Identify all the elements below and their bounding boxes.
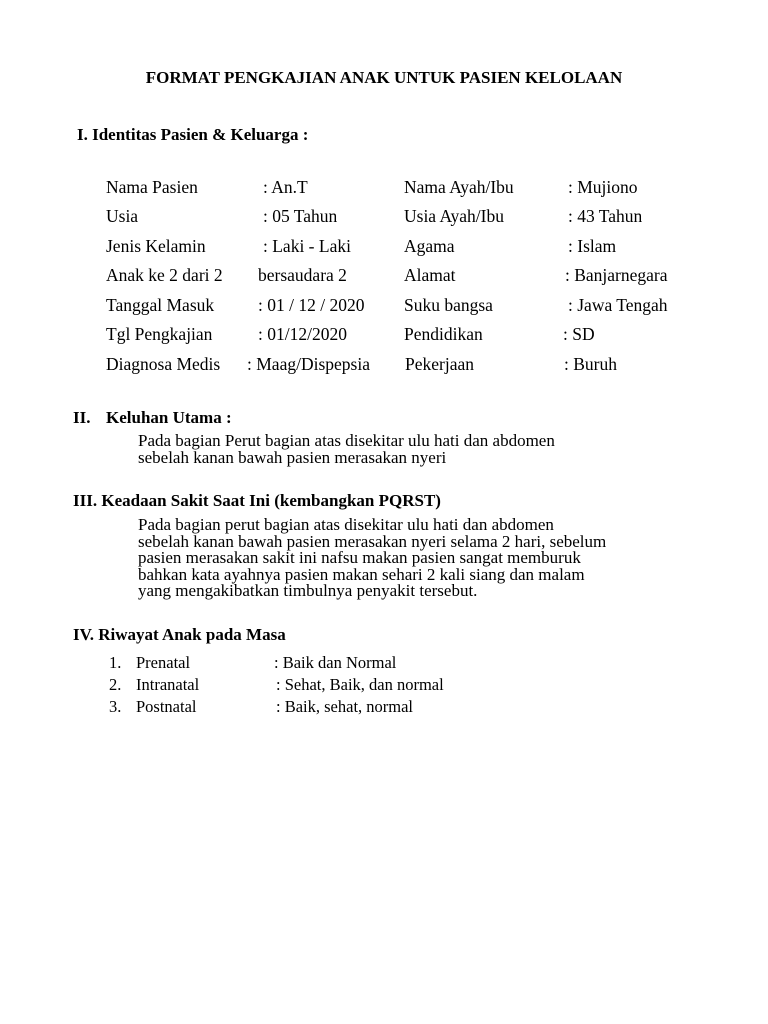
field-label-suku-bangsa: Suku bangsa <box>404 295 493 315</box>
field-value-pendidikan: : SD <box>563 324 595 344</box>
field-value-suku-bangsa: : Jawa Tengah <box>568 295 668 315</box>
field-label-nama-pasien: Nama Pasien <box>106 177 198 197</box>
text-line: sebelah kanan bawah pasien merasakan nyeri selama 2 hari, sebelum <box>138 531 607 551</box>
field-label-anak-ke: Anak ke 2 dari 2 <box>106 265 223 285</box>
history-item-number: 1. <box>109 653 122 672</box>
text-line: sebelah kanan bawah pasien merasakan nyeri <box>138 447 447 467</box>
text-line: bahkan kata ayahnya pasien makan sehari 2 kali siang dan malam <box>138 564 585 584</box>
page-title: FORMAT PENGKAJIAN ANAK UNTUK PASIEN KELOLAAN <box>145 68 623 87</box>
field-value-usia-ayah-ibu: : 43 Tahun <box>568 206 643 226</box>
section-current-illness-text <box>138 517 738 600</box>
field-value-nama-pasien: : An.T <box>263 177 308 197</box>
field-value-nama-ayah-ibu: : Mujiono <box>568 177 638 197</box>
section-complaint-number: II. <box>73 408 91 427</box>
history-item-label-postnatal: Postnatal <box>136 697 197 716</box>
field-value-agama: : Islam <box>568 236 617 256</box>
field-value-jenis-kelamin: : Laki - Laki <box>263 236 351 256</box>
field-label-alamat: Alamat <box>404 265 456 285</box>
field-value-anak-ke: bersaudara 2 <box>258 265 347 285</box>
history-item-label-intranatal: Intranatal <box>136 675 200 694</box>
section-complaint-heading: Keluhan Utama : <box>106 408 232 427</box>
field-label-pendidikan: Pendidikan <box>404 324 483 344</box>
section-history-heading: IV. Riwayat Anak pada Masa <box>73 625 286 644</box>
text-line: Pada bagian Perut bagian atas disekitar ulu hati dan abdomen <box>138 431 555 450</box>
section-complaint-text <box>138 433 738 466</box>
text-line: Pada bagian perut bagian atas disekitar ulu hati dan abdomen <box>138 515 554 534</box>
field-value-tanggal-masuk: : 01 / 12 / 2020 <box>258 295 365 315</box>
field-value-diagnosa-medis: : Maag/Dispepsia <box>247 354 370 374</box>
field-label-tanggal-masuk: Tanggal Masuk <box>106 295 215 315</box>
text-line: pasien merasakan sakit ini nafsu makan pasien sangat memburuk <box>138 548 581 567</box>
section-identity-heading: I. Identitas Pasien & Keluarga : <box>77 125 309 144</box>
history-item-value-intranatal: : Sehat, Baik, dan normal <box>276 675 444 694</box>
field-label-usia: Usia <box>106 206 139 226</box>
field-label-tgl-pengkajian: Tgl Pengkajian <box>106 324 213 344</box>
field-value-usia: : 05 Tahun <box>263 206 338 226</box>
field-label-nama-ayah-ibu: Nama Ayah/Ibu <box>404 177 514 197</box>
field-value-pekerjaan: : Buruh <box>564 354 617 374</box>
field-label-agama: Agama <box>404 236 455 256</box>
field-label-jenis-kelamin: Jenis Kelamin <box>106 236 206 256</box>
history-item-label-prenatal: Prenatal <box>136 653 191 672</box>
field-value-alamat: : Banjarnegara <box>565 265 668 285</box>
field-label-diagnosa-medis: Diagnosa Medis <box>106 354 221 374</box>
history-item-number: 2. <box>109 675 122 694</box>
field-label-usia-ayah-ibu: Usia Ayah/Ibu <box>404 206 504 226</box>
section-current-illness-heading: III. Keadaan Sakit Saat Ini (kembangkan PQRST) <box>73 491 441 510</box>
history-item-value-postnatal: : Baik, sehat, normal <box>276 697 414 716</box>
field-label-pekerjaan: Pekerjaan <box>405 354 474 374</box>
history-item-value-prenatal: : Baik dan Normal <box>274 653 397 672</box>
field-value-tgl-pengkajian: : 01/12/2020 <box>258 324 347 344</box>
history-item-number: 3. <box>109 697 122 716</box>
text-line: yang mengakibatkan timbulnya penyakit tersebut. <box>138 581 478 600</box>
